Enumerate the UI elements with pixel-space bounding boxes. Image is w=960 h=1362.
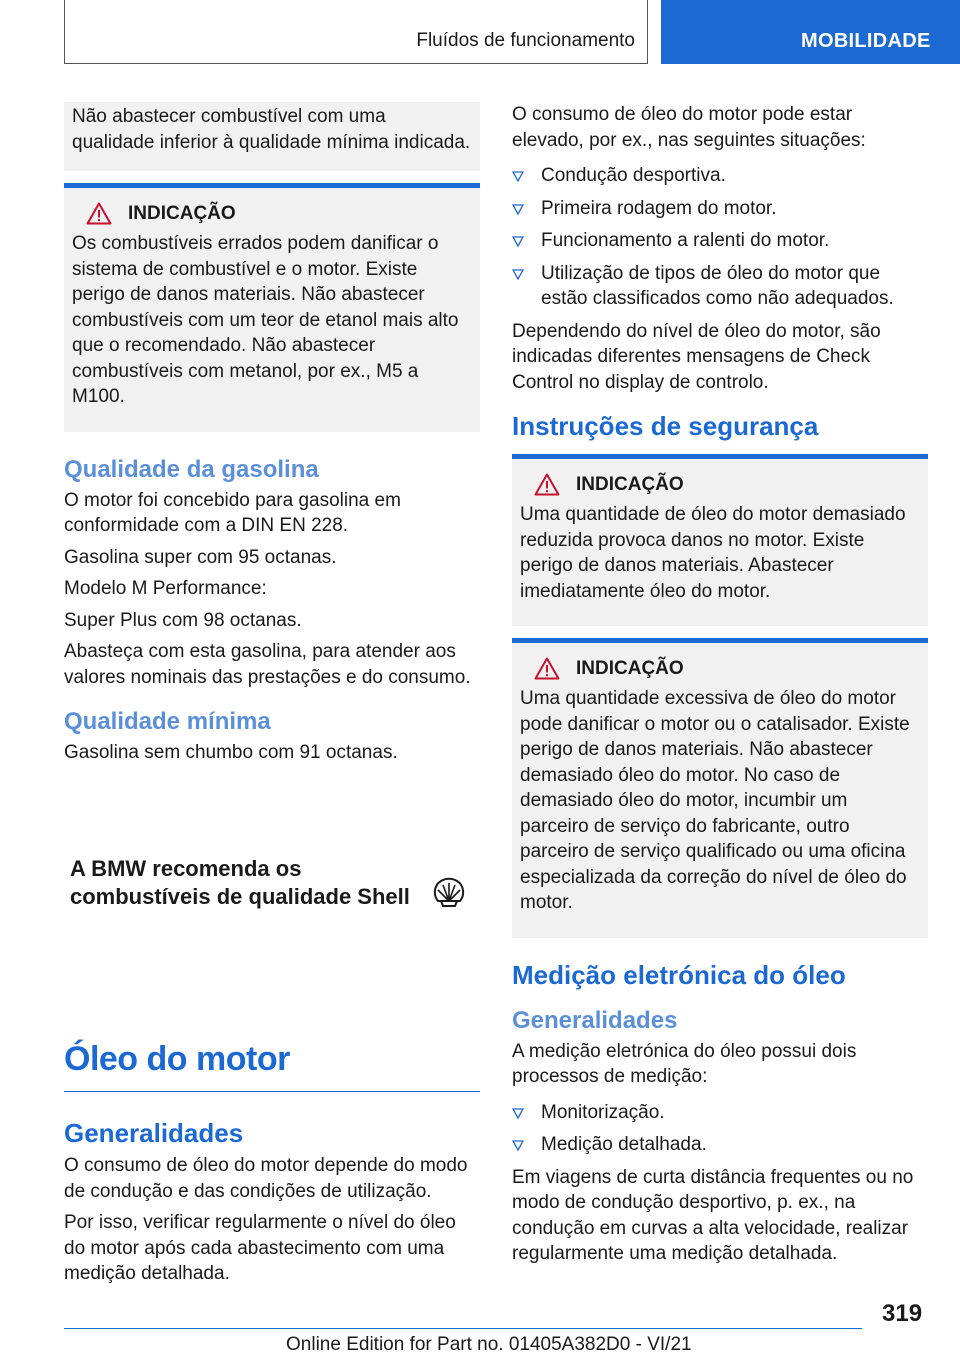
warning-triangle-icon: [534, 473, 560, 496]
shell-logo-icon: [432, 877, 466, 909]
header-section-title: Fluídos de funcionamento: [416, 30, 635, 51]
minimum-quality-text: Gasolina sem chumbo com 91 octanas.: [64, 742, 398, 763]
warning-title: INDICAÇÃO: [86, 202, 472, 225]
shell-recommendation: A BMW recomenda os combustíveis de qualidade Shell: [70, 856, 410, 909]
header-chapter-tab: [661, 0, 960, 64]
situations-list: [512, 163, 928, 312]
warning-text: Uma quantidade excessiva de óleo do motor pode danificar o motor ou o catalisador. Existe perigo de danos materiais. Não abastecer demasiado óleo do motor. No caso de demasiado óleo do motor, incumbir um parceiro de serviço do fabricante, outro parceiro de serviço qualificado ou uma oficina especializada da correção do nível de óleo do motor.: [520, 688, 910, 913]
oil-consumption-intro: O consumo de óleo do motor pode estar elevado, por ex., nas seguintes situações:: [512, 104, 866, 151]
gasoline-quality-heading: Qualidade da gasolina: [64, 455, 319, 483]
electronic-measurement-heading: Medição eletrónica do óleo: [512, 959, 846, 990]
chapter-title: Óleo do motor: [64, 1040, 290, 1078]
intro-box: [64, 102, 480, 171]
measurement-intro: A medição eletrónica do óleo possui dois processos de medição:: [512, 1040, 857, 1087]
general-heading: Generalidades: [512, 1006, 678, 1034]
oil-low-warning-box: [512, 454, 928, 626]
list-item: Funcionamento a ralenti do motor.: [512, 228, 928, 254]
oil-excess-warning-box: [512, 638, 928, 938]
page-number: 319: [882, 1300, 923, 1327]
header-section-box: [64, 0, 648, 64]
bullet-triangle-icon: [512, 236, 524, 247]
minimum-quality-heading: Qualidade mínima: [64, 708, 271, 735]
detailed-measurement-text: Em viagens de curta distância frequentes ou no modo de condução desportivo, p. ex., na condução em curvas a alta velocidade, realizar regularmente uma medição detalhada.: [512, 1166, 914, 1264]
warning-text: Os combustíveis errados podem danificar o sistema de combustível e o motor. Existe perigo de danos materiais. Não abastecer combustíveis com um teor de etanol mais alto que o recomendado. Não abastecer combustíveis com metanol, por ex., M5 a M100.: [72, 233, 459, 407]
gasoline-para: Super Plus com 98 octanas.: [64, 609, 302, 631]
left-column: [64, 102, 480, 772]
check-control-text: Dependendo do nível de óleo do motor, são indicadas diferentes mensagens de Check Control no display de controlo.: [512, 320, 881, 393]
gasoline-para: Gasolina super com 95 octanas.: [64, 546, 337, 568]
list-item: Utilização de tipos de óleo do motor que estão classificados como não adequados.: [512, 261, 928, 312]
gasoline-para: O motor foi concebido para gasolina em conformidade com a DIN EN 228.: [64, 489, 401, 536]
right-column: [512, 102, 928, 1273]
list-item: Condução desportiva.: [512, 163, 928, 189]
fuel-warning-box: [64, 183, 480, 432]
bullet-triangle-icon: [512, 1140, 524, 1151]
list-item: Monitorização.: [512, 1100, 928, 1126]
bullet-triangle-icon: [512, 1108, 524, 1119]
oil-chapter: [64, 1040, 480, 1293]
general-para: Por isso, verificar regularmente o nível do óleo do motor após cada abastecimento com uma medição detalhada.: [64, 1212, 456, 1284]
warning-triangle-icon: [86, 202, 112, 225]
bullet-triangle-icon: [512, 204, 524, 215]
list-item: Medição detalhada.: [512, 1132, 928, 1158]
warning-title: INDICAÇÃO: [534, 473, 920, 496]
warning-triangle-icon: [534, 657, 560, 680]
edition-info: Online Edition for Part no. 01405A382D0 - VI/21: [286, 1334, 692, 1355]
intro-text: Não abastecer combustível com uma qualidade inferior à qualidade mínima indicada.: [72, 106, 471, 153]
general-para: O consumo de óleo do motor depende do modo de condução e das condições de utilização.: [64, 1155, 468, 1202]
footer-divider: [64, 1328, 862, 1329]
warning-title: INDICAÇÃO: [534, 657, 920, 680]
gasoline-para: Modelo M Performance:: [64, 578, 267, 599]
bullet-triangle-icon: [512, 269, 524, 280]
gasoline-para: Abasteça com esta gasolina, para atender aos valores nominais das prestações e do consumo.: [64, 641, 471, 688]
warning-text: Uma quantidade de óleo do motor demasiado reduzida provoca danos no motor. Existe perigo de danos materiais. Abastecer imediatamente óleo do motor.: [520, 504, 906, 602]
bullet-triangle-icon: [512, 171, 524, 182]
list-item: Primeira rodagem do motor.: [512, 196, 928, 222]
general-heading: Generalidades: [64, 1118, 244, 1148]
safety-heading: Instruções de segurança: [512, 411, 819, 441]
processes-list: [512, 1100, 928, 1158]
chapter-divider: [64, 1091, 480, 1092]
header-chapter-title: MOBILIDADE: [801, 30, 931, 52]
